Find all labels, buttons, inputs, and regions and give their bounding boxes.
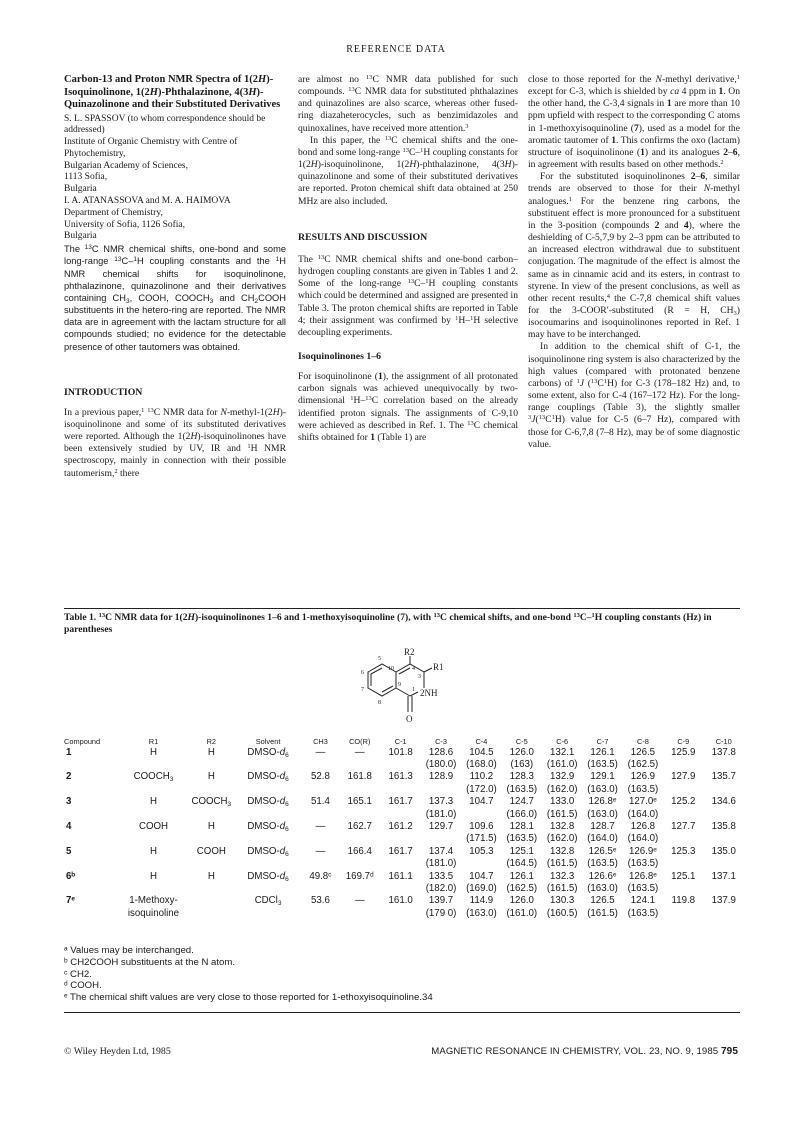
j-cell: (168.0) bbox=[466, 759, 497, 771]
j-cell: (161.0) bbox=[546, 759, 578, 771]
c9-cell: 127.7 bbox=[671, 821, 696, 833]
c1-cell: 101.8 bbox=[388, 746, 413, 758]
label-o: O bbox=[406, 714, 413, 724]
atom-number: 4 bbox=[412, 666, 415, 672]
c8-cell: 124.1 bbox=[630, 895, 656, 907]
c5-cell: 126.0 bbox=[509, 895, 534, 907]
j-cell: (163.5) bbox=[587, 858, 618, 870]
solvent-cell: DMSO-$d_6$ bbox=[247, 746, 289, 759]
c10-cell: 135.7 bbox=[711, 771, 736, 783]
j-cell: (163.5) bbox=[587, 759, 618, 771]
table-row bbox=[64, 820, 744, 832]
c10-cell: 134.6 bbox=[711, 796, 736, 808]
country-line: Bulgaria bbox=[64, 184, 97, 195]
c9-cell: 125.9 bbox=[671, 746, 696, 758]
c1-cell: 161.7 bbox=[388, 845, 413, 857]
c1-cell: 161.3 bbox=[388, 771, 413, 783]
c3-cell: 139.7 bbox=[428, 895, 454, 907]
solvent-cell: DMSO-$d_6$ bbox=[247, 796, 289, 809]
c3-cell: 128.6 bbox=[428, 746, 454, 758]
c4-cell: 104.7 bbox=[469, 796, 494, 808]
compound-cell: 1 bbox=[66, 746, 72, 758]
table-bottom-rule bbox=[64, 1012, 740, 1013]
label-nh: 2NH bbox=[420, 688, 438, 698]
c4-cell: 104.5 bbox=[469, 746, 494, 758]
journal-citation: MAGNETIC RESONANCE IN CHEMISTRY, VOL. 23, NO. 9, 1985 bbox=[431, 1046, 719, 1057]
address-line: University of Sofia, 1126 Sofia, bbox=[64, 219, 186, 230]
c6-cell: 132.8 bbox=[550, 821, 575, 833]
solvent-cell: DMSO-$d_6$ bbox=[247, 845, 289, 858]
co-cell: 161.8 bbox=[347, 771, 372, 783]
ch3-cell: — bbox=[315, 845, 326, 857]
co-cell: 169.7ᵈ bbox=[345, 870, 374, 882]
footnote: ᵃ Values may be interchanged. bbox=[64, 945, 194, 956]
column-1 bbox=[64, 74, 286, 480]
journal-footer bbox=[431, 1046, 738, 1057]
j-cell: (163.0) bbox=[587, 882, 618, 894]
c9-cell: 125.1 bbox=[671, 870, 696, 882]
r2-cell: H bbox=[207, 746, 215, 758]
institution-line: Institute of Organic Chemistry with Centre of Phytochemistry, bbox=[64, 137, 238, 159]
j-cell: (161.0) bbox=[506, 907, 538, 919]
paragraph: For isoquinolinone (1), the assignment of all protonated carbon signals was achieved unequivocally by two-dimensional $^1$H–$^{13}$C correlation based on the already identified proton signals. The assignments of C-9,10 were achieved as described in Ref. 1. The $^{13}$C chemical shifts obtained for 1 (Table 1) are bbox=[298, 371, 519, 443]
atom-number: 1 bbox=[412, 687, 415, 693]
compound-cell: 7ᵉ bbox=[66, 895, 76, 907]
coupling-row bbox=[64, 833, 744, 845]
co-cell: — bbox=[354, 895, 365, 907]
c8-cell: 126.8 bbox=[630, 821, 656, 833]
table-row bbox=[64, 870, 744, 882]
c10-cell: 135.8 bbox=[711, 821, 736, 833]
paragraph: For the substituted isoquinolinones 2–6, similar trends are observed to those for their N-methyl analogues.$^1$ For the benzene ring carbons, the substituent effect is more pronounced for a substituent in the 3-position (compounds 2 and 4), where the deshielding of C-5,7,9 by 2–3 ppm can be attributed to an increased electron withdrawal due to substituent conjugation. The magnitude of the effect is almost the same as in cinnamic acid and its esters, in contrast to styrene. In view of the present conclusions, as well as other recent results,$^4$ the C-7,8 chemical shift values for the 3-COOR′-substituted (R = H, $CH_3$) isocoumarins and isoquinolinones reported in Ref. 1 may have to be interchanged. bbox=[528, 171, 740, 341]
section-heading-introduction: INTRODUCTION bbox=[64, 386, 143, 398]
column-header: C-1 bbox=[394, 737, 407, 746]
c8-cell: 126.5 bbox=[630, 746, 656, 758]
footnote: ᵈ COOH. bbox=[64, 980, 102, 992]
c7-cell: 126.1 bbox=[590, 746, 615, 758]
c6-cell: 130.3 bbox=[550, 895, 575, 907]
r1-cell: COOH bbox=[138, 821, 169, 833]
r1-cell: H bbox=[149, 845, 157, 857]
j-cell: (164.0) bbox=[587, 833, 618, 845]
atom-number: 3 bbox=[418, 674, 421, 680]
coupling-row bbox=[64, 808, 744, 820]
coupling-row bbox=[64, 882, 744, 894]
c1-cell: 161.0 bbox=[388, 895, 413, 907]
j-cell: (182.0) bbox=[425, 882, 457, 894]
c7-cell: 128.7 bbox=[590, 821, 615, 833]
r1-cell: H bbox=[149, 870, 157, 882]
column-3 bbox=[528, 74, 740, 451]
c4-cell: 104.7 bbox=[469, 870, 494, 882]
compound-cell: 2 bbox=[66, 771, 72, 783]
j-cell: (163.5) bbox=[627, 907, 659, 919]
table-footnotes bbox=[64, 945, 740, 1004]
j-cell: (162.0) bbox=[546, 833, 578, 845]
r2-cell: H bbox=[207, 870, 215, 882]
solvent-cell: DMSO-$d_6$ bbox=[247, 771, 289, 784]
affiliation-block bbox=[64, 114, 286, 244]
j-cell: (164.0) bbox=[627, 833, 659, 845]
column-header: C-6 bbox=[556, 737, 569, 746]
atom-number: 6 bbox=[361, 670, 364, 676]
j-cell: (181.0) bbox=[425, 858, 457, 870]
table-1-caption: Table 1. $^{13}$C NMR data for 1(2H)-isoquinolinones 1–6 and 1-methoxyisoquinoline (7), with $^{13}$C chemical shifts, and one-bond $^{13}$C–$^1$H coupling constants (Hz) in parentheses bbox=[64, 612, 712, 635]
coupling-row bbox=[64, 858, 744, 870]
c9-cell: 127.9 bbox=[671, 771, 696, 783]
c5-cell: 126.1 bbox=[509, 870, 534, 882]
ch3-cell: 51.4 bbox=[311, 796, 330, 808]
c3-cell: 137.4 bbox=[428, 845, 454, 857]
c4-cell: 110.2 bbox=[469, 771, 494, 783]
c4-cell: 114.9 bbox=[469, 895, 494, 907]
c5-cell: 126.0 bbox=[509, 746, 534, 758]
co-cell: 166.4 bbox=[347, 845, 372, 857]
j-cell: (180.0) bbox=[425, 759, 457, 771]
c9-cell: 119.8 bbox=[671, 895, 696, 907]
c10-cell: 135.0 bbox=[711, 845, 736, 857]
coupling-row bbox=[64, 783, 744, 795]
footnote: ᶜ CH2. bbox=[64, 968, 92, 980]
c7-cell: 126.8ᵉ bbox=[588, 796, 617, 808]
solvent-cell: DMSO-$d_6$ bbox=[247, 821, 289, 834]
j-cell: (163.5) bbox=[506, 783, 538, 795]
copyright-footer: © Wiley Heyden Ltd, 1985 bbox=[64, 1046, 171, 1057]
r1-cell: $COOCH_3$ bbox=[133, 771, 174, 784]
ch3-cell: 53.6 bbox=[311, 895, 330, 907]
ch3-cell: 52.8 bbox=[311, 771, 330, 783]
institution-line: Department of Chemistry, bbox=[64, 207, 163, 218]
c7-cell: 126.5 bbox=[590, 895, 615, 907]
footnote: ᵉ The chemical shift values are very close to those reported for 1-ethoxyisoquinoline.34 bbox=[64, 992, 433, 1004]
r2-cell: H bbox=[207, 821, 215, 833]
c6-cell: 132.1 bbox=[550, 746, 575, 758]
subsection-heading-isoquinolinones: Isoquinolinones 1–6 bbox=[298, 350, 382, 362]
c9-cell: 125.3 bbox=[671, 845, 696, 857]
c4-cell: 109.6 bbox=[469, 821, 494, 833]
j-cell: (161.5) bbox=[587, 907, 618, 919]
section-heading-results: RESULTS AND DISCUSSION bbox=[298, 231, 428, 243]
isoquinolinone-structure-diagram bbox=[336, 648, 466, 734]
table-row bbox=[64, 746, 744, 758]
j-cell: (163.0) bbox=[466, 907, 497, 919]
compound-cell: 5 bbox=[66, 845, 72, 857]
column-header: C-10 bbox=[715, 737, 732, 746]
c9-cell: 125.2 bbox=[671, 796, 696, 808]
c5-cell: 128.1 bbox=[509, 821, 534, 833]
atom-number: 9 bbox=[398, 682, 401, 688]
j-cell: (162.5) bbox=[506, 882, 538, 894]
table-top-rule bbox=[64, 608, 740, 609]
c5-cell: 125.1 bbox=[509, 845, 534, 857]
j-cell: (161.5) bbox=[546, 858, 578, 870]
j-cell: (162.5) bbox=[627, 759, 659, 771]
j-cell: (166.0) bbox=[506, 808, 538, 820]
column-header: C-5 bbox=[515, 737, 528, 746]
j-cell: (179 0) bbox=[425, 907, 457, 919]
r2-cell: H bbox=[207, 771, 215, 783]
table-row bbox=[64, 845, 744, 857]
compound-cell: 3 bbox=[66, 796, 72, 808]
column-header: R2 bbox=[206, 737, 217, 746]
paragraph: are almost no $^{13}$C NMR data published for such compounds. $^{13}$C NMR data for substituted phthalazines and quinazolines are also scarce, whereas other fused-ring diazaheterocycles, such as benzimidazoles and quinoxalines, have received more attention.$^3$ bbox=[298, 74, 518, 134]
table-row bbox=[64, 796, 744, 808]
c8-cell: 127.0ᵉ bbox=[629, 796, 657, 808]
c3-cell: 128.9 bbox=[428, 771, 454, 783]
c1-cell: 161.2 bbox=[388, 821, 413, 833]
abstract: The $^{13}$C NMR chemical shifts, one-bond and some long-range $^{13}$C–$^1$H coupling constants and the $^1$H NMR chemical shifts for isoquinolinone, phthalazinone, quinazolinone and their derivatives containing $CH_3$, COOH, $COOCH_3$ and $CH_2COOH$ substituents in the hetero-ring are reported. The NMR data are in agreement with the lactam structure for all compounds studied; no evidence for the detectable presence of other tautomers was obtained. bbox=[64, 244, 287, 352]
j-cell: (163.0) bbox=[587, 808, 618, 820]
r2-cell: $COOCH_3$ bbox=[191, 796, 232, 809]
c5-cell: 124.7 bbox=[509, 796, 534, 808]
c6-cell: 132.8 bbox=[550, 845, 575, 857]
ch3-cell: — bbox=[315, 746, 326, 758]
j-cell: (163.5) bbox=[627, 858, 659, 870]
compound-cell: 4 bbox=[66, 821, 72, 833]
co-cell: 165.1 bbox=[347, 796, 372, 808]
column-header: R1 bbox=[148, 737, 159, 746]
j-cell: (161.5) bbox=[546, 882, 578, 894]
r1-cell: H bbox=[149, 746, 157, 758]
j-cell: (163) bbox=[510, 759, 534, 771]
c3-cell: 133.5 bbox=[428, 870, 454, 882]
table-1 bbox=[64, 736, 744, 919]
paragraph: In addition to the chemical shift of C-1, the isoquinolinone ring system is also characterized by the high values (compared with protonated benzene carbons) of $^1$J $(^{13}C^1H)$ for C-3 (178–182 Hz) and, to some extent, also for C-4 (167–172 Hz). For the long-range couplings (Table 3), the slightly smaller $^3J(^{13}C^1H)$ value for C-5 (6–7 Hz), compared with those for C-6,7,8 (7–8 Hz), may be of some diagnostic value. bbox=[528, 341, 740, 450]
ch3-cell: — bbox=[315, 821, 326, 833]
paragraph: In a previous paper,$^1$ $^{13}$C NMR data for N-methyl-1(2H)-isoquinolinone and some of its substituted derivatives were reported. Although the 1(2H)-isoquinolinones have been extensively studied by UV, IR and $^1$H NMR spectroscopy, mainly in connection with their possible tautomerism,$^2$ there bbox=[64, 406, 287, 479]
paragraph: close to those reported for the N-methyl derivative,$^1$ except for C-3, which is shielded by ca 4 ppm in 1. On the other hand, the C-3,4 signals in 1 are more than 10 ppm upfield with respect to the corresponding C atoms in 1-methoxyisoquinoline (7), used as a model for the aromatic tautomer of 1. This confirms the oxo (lactam) structure of isoquinolinone (1) and its analogues 2–6, in agreement with results based on other methods.$^2$ bbox=[528, 74, 741, 171]
c8-cell: 126.8ᵉ bbox=[629, 870, 657, 882]
atom-number: 5 bbox=[378, 656, 381, 662]
c8-cell: 126.9 bbox=[630, 771, 656, 783]
j-cell: (163.5) bbox=[627, 882, 659, 894]
column-header: C-3 bbox=[435, 737, 447, 746]
j-cell: (164.0) bbox=[627, 808, 659, 820]
c6-cell: 133.0 bbox=[550, 796, 575, 808]
c10-cell: 137.1 bbox=[711, 870, 736, 882]
institution-line: Bulgarian Academy of Sciences, bbox=[64, 160, 188, 171]
c7-cell: 126.6ᵉ bbox=[588, 870, 617, 882]
atom-number: 8 bbox=[378, 700, 381, 706]
paragraph: The $^{13}$C NMR chemical shifts and one-bond carbon–hydrogen coupling constants are given in Tables 1 and 2. Some of the long-range $^{13}$C–$^1$H coupling constants which could be determined and assigned are presented in Table 3. The proton chemical shifts are reported in Table 4; their assignment was confirmed by $^1$H–$^1$H selective decoupling experiments. bbox=[298, 253, 518, 338]
atom-number: 10 bbox=[388, 666, 394, 672]
c5-cell: 128.3 bbox=[509, 771, 534, 783]
article-title: Carbon-13 and Proton NMR Spectra of 1(2H)-Isoquinolinone, 1(2H)-Phthalazinone, 4(3H)-Quinazolinone and their Substituted Derivatives bbox=[64, 74, 281, 110]
c6-cell: 132.3 bbox=[550, 870, 575, 882]
column-header: C-7 bbox=[596, 737, 609, 746]
j-cell: (161.5) bbox=[546, 808, 578, 820]
c1-cell: 161.1 bbox=[388, 870, 413, 882]
co-cell: 162.7 bbox=[347, 821, 372, 833]
author-line: I. A. ATANASSOVA and M. A. HAIMOVA bbox=[64, 196, 231, 207]
atom-number: 7 bbox=[361, 687, 364, 693]
r2-cell: COOH bbox=[196, 845, 226, 857]
j-cell: (171.5) bbox=[466, 833, 497, 845]
table-row bbox=[64, 895, 744, 907]
running-header: REFERENCE DATA bbox=[346, 44, 446, 55]
c10-cell: 137.9 bbox=[711, 895, 736, 907]
column-header: C-9 bbox=[677, 737, 690, 746]
address-line: 1113 Sofia, bbox=[64, 172, 108, 183]
j-cell: (172.0) bbox=[466, 783, 497, 795]
j-cell: (163.5) bbox=[506, 833, 538, 845]
j-cell: (169.0) bbox=[466, 882, 497, 894]
column-header: Compound bbox=[64, 737, 101, 746]
j-cell: (163.0) bbox=[587, 783, 618, 795]
solvent-cell: DMSO-$d_6$ bbox=[247, 870, 289, 883]
column-header: CO(R) bbox=[349, 737, 371, 746]
c4-cell: 105.3 bbox=[469, 845, 494, 857]
column-header: CH3 bbox=[313, 737, 328, 746]
c3-cell: 129.7 bbox=[428, 821, 454, 833]
column-2 bbox=[298, 74, 518, 444]
coupling-row bbox=[64, 907, 744, 919]
author-line: S. L. SPASSOV (to whom correspondence should be addressed) bbox=[64, 113, 266, 136]
c7-cell: 129.1 bbox=[590, 771, 615, 783]
column-header: C-4 bbox=[475, 737, 488, 746]
r1-cell: 1-Methoxy- bbox=[129, 895, 178, 907]
r2-cell bbox=[188, 895, 234, 907]
table-header-row bbox=[64, 736, 744, 746]
j-cell: (164.5) bbox=[506, 858, 538, 870]
j-cell: (163.5) bbox=[627, 783, 659, 795]
page-number: 795 bbox=[721, 1046, 738, 1057]
r1-cell: H bbox=[149, 796, 157, 808]
footnote: ᵇ CH2COOH substituents at the N atom. bbox=[64, 956, 236, 968]
table-row bbox=[64, 771, 744, 783]
ch3-cell: 49.8ᶜ bbox=[309, 870, 332, 882]
label-r1: R1 bbox=[433, 662, 444, 672]
j-cell: (181.0) bbox=[425, 808, 457, 820]
label-r2: R2 bbox=[404, 648, 415, 657]
paragraph: In this paper, the $^{13}$C chemical shifts and the one-bond and some long-range $^{13}$C–$^1$H coupling constants for 1(2H)-isoquinolinone, 1(2H)-phthalazinone, 4(3H)-quinazolinone and some of their substituted derivatives are reported. Proton chemical shift data obtained at 250 MHz are also included. bbox=[298, 134, 518, 207]
coupling-row bbox=[64, 758, 744, 770]
c1-cell: 161.7 bbox=[388, 796, 413, 808]
column-header: Solvent bbox=[255, 737, 281, 746]
country-line: Bulgaria bbox=[64, 231, 97, 242]
co-cell: — bbox=[354, 746, 365, 758]
c10-cell: 137.8 bbox=[711, 746, 736, 758]
column-header: C-8 bbox=[636, 737, 649, 746]
j-cell: (160.5) bbox=[546, 907, 578, 919]
c6-cell: 132.9 bbox=[550, 771, 575, 783]
c7-cell: 126.5ᵉ bbox=[588, 845, 617, 857]
j-cell: (162.0) bbox=[546, 783, 578, 795]
c8-cell: 126.9ᵉ bbox=[629, 845, 657, 857]
compound-cell: 6ᵇ bbox=[66, 870, 76, 882]
c3-cell: 137.3 bbox=[428, 796, 454, 808]
solvent-cell: CDCl$_3$ bbox=[254, 895, 282, 908]
r1-cell-continued: isoquinoline bbox=[127, 907, 180, 919]
